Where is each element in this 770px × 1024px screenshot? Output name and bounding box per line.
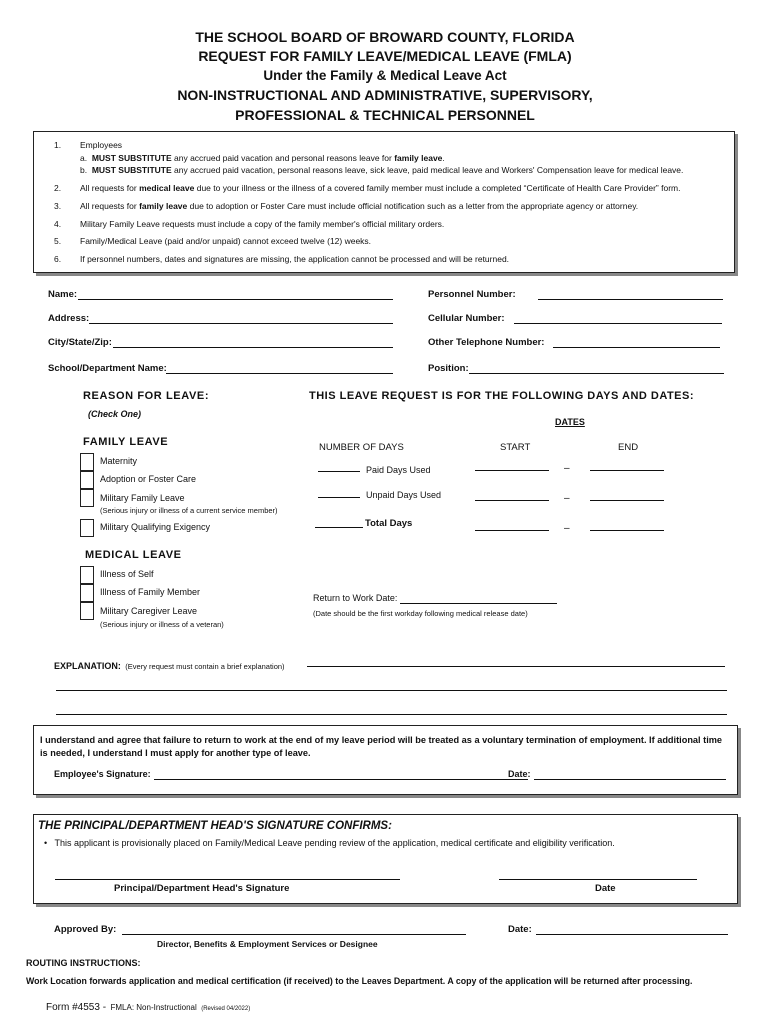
address-label: Address: xyxy=(48,313,90,324)
city-state-zip-label: City/State/Zip: xyxy=(48,337,112,348)
employee-signature-field[interactable] xyxy=(154,779,528,780)
instruction-1b: b. MUST SUBSTITUTE any accrued paid vacation, personal reasons leave, sick leave, paid medical leave and Workers' Compensation leave for medical leave. xyxy=(80,165,684,175)
agreement-text: I understand and agree that failure to return to work at the end of my leave period will be treated as a voluntary termination of employment. If additional time is needed, I understand I must apply for another type of leave. xyxy=(40,735,723,758)
unpaid-end-field[interactable] xyxy=(590,500,664,501)
other-phone-label: Other Telephone Number: xyxy=(428,337,545,348)
maternity-label: Maternity xyxy=(100,456,138,466)
instruction-3-num: 3. xyxy=(54,201,62,211)
paid-days-label: Paid Days Used xyxy=(366,465,431,475)
name-field[interactable] xyxy=(78,299,393,300)
routing-text: Work Location forwards application and medical certification (if received) to the Leaves Department. A copy of the application will be returned after processing. xyxy=(26,976,693,986)
instruction-3-text: All requests for family leave due to adoption or Foster Care must include official notification such as a letter from the appropriate agency or attorney. xyxy=(80,201,639,211)
principal-date-field[interactable] xyxy=(499,879,697,880)
paid-dash: – xyxy=(564,463,570,474)
return-date-label: Return to Work Date: xyxy=(313,593,398,603)
principal-box xyxy=(33,814,738,904)
reason-heading: REASON FOR LEAVE: xyxy=(83,390,210,402)
explanation-note: (Every request must contain a brief explanation) xyxy=(125,662,285,671)
explanation-field-2[interactable] xyxy=(56,690,727,691)
employee-date-field[interactable] xyxy=(534,779,726,780)
form-revised: (Revised 04/2022) xyxy=(201,1006,251,1012)
return-date-field[interactable] xyxy=(400,603,557,604)
instruction-4-text: Military Family Leave requests must include a copy of the family member's official military orders. xyxy=(80,219,445,229)
principal-bullet-text: This applicant is provisionally placed on Family/Medical Leave pending review of the application, medical certificate and eligibility verification. xyxy=(54,838,615,848)
routing-heading: ROUTING INSTRUCTIONS: xyxy=(26,958,141,968)
unpaid-start-field[interactable] xyxy=(475,500,549,501)
caregiver-note: (Serious injury or illness of a veteran) xyxy=(100,620,224,629)
title-line-5: PROFESSIONAL & TECHNICAL PERSONNEL xyxy=(235,107,535,123)
unpaid-days-label: Unpaid Days Used xyxy=(366,490,442,500)
instruction-2-num: 2. xyxy=(54,183,62,193)
title-line-2: REQUEST FOR FAMILY LEAVE/MEDICAL LEAVE (FMLA) xyxy=(198,48,572,64)
military-family-note: (Serious injury or illness of a current service member) xyxy=(100,506,278,515)
total-start-field[interactable] xyxy=(475,530,549,531)
personnel-number-field[interactable] xyxy=(538,299,723,300)
approved-by-field[interactable] xyxy=(122,934,466,935)
start-header: START xyxy=(500,442,531,453)
approval-title: Director, Benefits & Employment Services or Designee xyxy=(157,939,378,949)
principal-signature-label: Principal/Department Head's Signature xyxy=(114,883,290,894)
caregiver-checkbox[interactable] xyxy=(80,602,94,620)
paid-end-field[interactable] xyxy=(590,470,664,471)
instruction-5-num: 5. xyxy=(54,236,62,246)
total-days-label: Total Days xyxy=(365,518,413,529)
adoption-checkbox[interactable] xyxy=(80,471,94,489)
explanation-label: EXPLANATION: xyxy=(54,661,121,671)
paid-days-field[interactable] xyxy=(318,471,360,472)
military-exigency-label: Military Qualifying Exigency xyxy=(100,522,211,532)
instruction-1-num: 1. xyxy=(54,140,62,150)
approval-date-field[interactable] xyxy=(536,934,728,935)
instructions-box xyxy=(33,131,735,273)
total-days-field[interactable] xyxy=(315,527,363,528)
return-date-note: (Date should be the first workday following medical release date) xyxy=(313,609,528,618)
form-footer xyxy=(46,997,250,1015)
military-family-checkbox[interactable] xyxy=(80,489,94,507)
total-dash: – xyxy=(564,523,570,534)
instruction-6-text: If personnel numbers, dates and signatures are missing, the application cannot be processed and will be returned. xyxy=(80,254,510,264)
principal-signature-field[interactable] xyxy=(55,879,400,880)
adoption-label: Adoption or Foster Care xyxy=(100,474,197,484)
dates-label: DATES xyxy=(555,417,585,427)
school-department-label: School/Department Name: xyxy=(48,363,167,374)
address-field[interactable] xyxy=(89,323,393,324)
caregiver-label: Military Caregiver Leave xyxy=(100,606,198,616)
name-label: Name: xyxy=(48,289,78,300)
unpaid-days-field[interactable] xyxy=(318,497,360,498)
other-phone-field[interactable] xyxy=(553,347,720,348)
personnel-number-label: Personnel Number: xyxy=(428,289,516,300)
approval-date-label: Date: xyxy=(508,924,532,935)
city-state-zip-field[interactable] xyxy=(113,347,393,348)
unpaid-dash: – xyxy=(564,493,570,504)
employee-signature-label: Employee's Signature: xyxy=(54,769,151,779)
instruction-1a: a. MUST SUBSTITUTE any accrued paid vacation and personal reasons leave for family leave. xyxy=(80,153,445,163)
form-number: Form #4553 - xyxy=(46,1002,107,1013)
explanation-label-row xyxy=(54,656,285,674)
title-line-4: NON-INSTRUCTIONAL AND ADMINISTRATIVE, SUPERVISORY, xyxy=(177,87,593,103)
total-end-field[interactable] xyxy=(590,530,664,531)
military-family-label: Military Family Leave xyxy=(100,493,185,503)
medical-leave-heading: MEDICAL LEAVE xyxy=(85,549,182,561)
instruction-1-text: Employees xyxy=(80,140,123,150)
title-line-3: Under the Family & Medical Leave Act xyxy=(263,68,507,83)
paid-start-field[interactable] xyxy=(475,470,549,471)
school-department-field[interactable] xyxy=(166,373,393,374)
illness-self-checkbox[interactable] xyxy=(80,566,94,584)
explanation-field-1[interactable] xyxy=(307,666,725,667)
position-field[interactable] xyxy=(469,373,724,374)
title-line-1: THE SCHOOL BOARD OF BROWARD COUNTY, FLORIDA xyxy=(195,29,575,45)
principal-date-label: Date xyxy=(595,883,616,894)
illness-family-checkbox[interactable] xyxy=(80,584,94,602)
cellular-number-label: Cellular Number: xyxy=(428,313,505,324)
principal-bullet xyxy=(44,838,615,848)
days-heading: THIS LEAVE REQUEST IS FOR THE FOLLOWING DAYS AND DATES: xyxy=(309,390,695,402)
illness-family-label: Illness of Family Member xyxy=(100,587,201,597)
military-exigency-checkbox[interactable] xyxy=(80,519,94,537)
instruction-6-num: 6. xyxy=(54,254,62,264)
check-one-note: (Check One) xyxy=(88,409,142,419)
instruction-5-text: Family/Medical Leave (paid and/or unpaid) cannot exceed twelve (12) weeks. xyxy=(80,236,372,246)
end-header: END xyxy=(618,442,639,453)
instruction-4-num: 4. xyxy=(54,219,62,229)
maternity-checkbox[interactable] xyxy=(80,453,94,471)
agreement-box xyxy=(33,725,738,795)
principal-heading: THE PRINCIPAL/DEPARTMENT HEAD'S SIGNATURE CONFIRMS: xyxy=(38,820,392,832)
employee-date-label: Date: xyxy=(508,769,531,779)
cellular-number-field[interactable] xyxy=(514,323,722,324)
number-of-days-header: NUMBER OF DAYS xyxy=(319,442,404,453)
form-name: FMLA: Non-Instructional xyxy=(110,1003,197,1012)
explanation-field-3[interactable] xyxy=(56,714,727,715)
family-leave-heading: FAMILY LEAVE xyxy=(83,436,169,448)
instruction-2-text: All requests for medical leave due to your illness or the illness of a covered family member must include a completed “Certificate of Health Care Provider” form. xyxy=(80,183,681,193)
bullet-icon: • xyxy=(44,838,48,848)
position-label: Position: xyxy=(428,363,469,374)
illness-self-label: Illness of Self xyxy=(100,569,154,579)
approved-by-label: Approved By: xyxy=(54,924,117,935)
